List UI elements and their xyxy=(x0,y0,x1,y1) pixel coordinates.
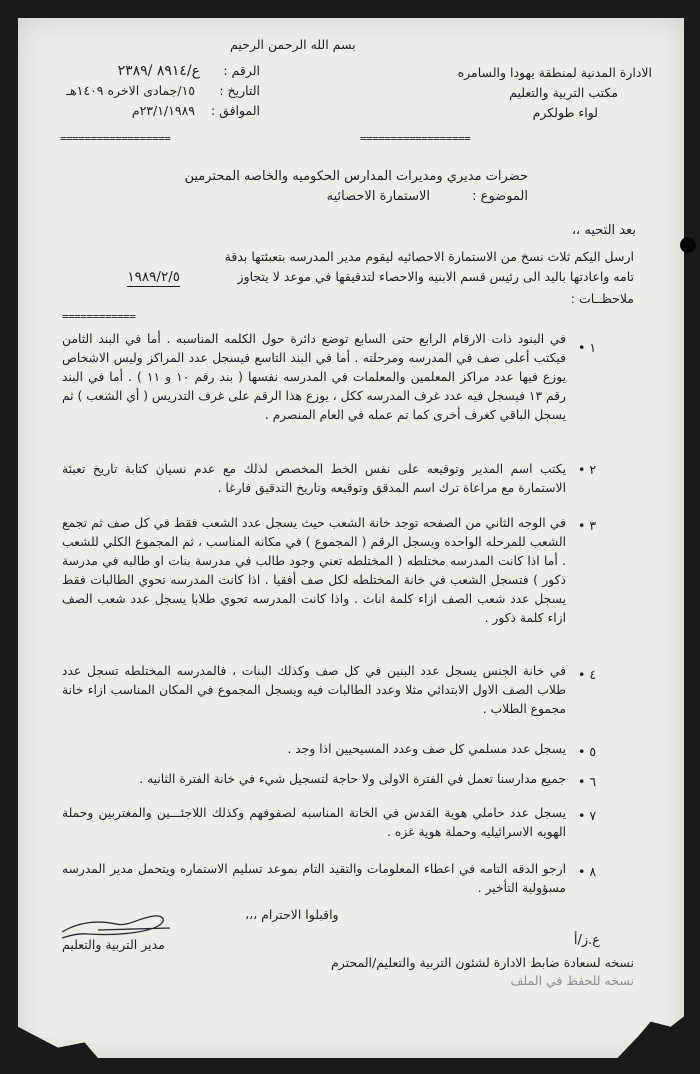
item-text: في البنود ذات الارقام الرابع حتى السابع توضع دائرة حول الكلمه المناسبه . أما في البند الثامن فيكتب أعلى صف في المدرسه ومرحلته . أما في البند التاسع فيسجل عدد المراكز وليس الاشخاص يوزع فيها عدد مراكز المعلمين والمعلمات في المدرسه نفسها ( بند رقم ١٠ و ١١ ) . أما في البند رقم ١٣ فيسجل فيه عدد غرف المدرسه ككل ، يوزع هذا الرقم على غرف التدريس ( أي الشعب ) ثم يسجل الباقي كغرف أخرى كما تم عمله في العام المنصرم . xyxy=(62,332,566,422)
greeting: بعد التحيه ،، xyxy=(571,223,636,238)
item-text: يكتب اسم المدير وتوقيعه على نفس الخط المخصص لذلك مع عدم نسيان كتابة تاريخ تعبئة الاستمارة مع مراعاة ترك اسم المدقق وتوقيعه وتاريخ التدقيق فارغا . xyxy=(62,462,566,495)
org-line-3: لواء طولكرم xyxy=(532,105,598,120)
item-text: جميع مدارسنا تعمل في الفترة الاولى ولا حاجة لتسجيل شيء في خانة الفترة الثانيه . xyxy=(139,772,566,786)
subject-value: الاستمارة الاحصائيه xyxy=(326,189,430,204)
item-text: يسجل عدد حاملي هوية القدس في الخانة المناسبه لصفوفهم وكذلك اللاجئـــين والمغتربين وحملة الهويه الاسرائيليه وحملة هوية غزه . xyxy=(62,806,566,839)
item-number: ٦ • xyxy=(578,774,597,789)
date-value: ١٥/جمادى الاخره ١٤٠٩هـ xyxy=(66,83,195,98)
basmala: بسم الله الرحمن الرحيم xyxy=(230,37,356,52)
date2-value: ٢٣/١/١٩٨٩م xyxy=(131,103,195,118)
intro-line-1: ارسل اليكم ثلاث نسخ من الاستمارة الاحصائيه ليقوم مدير المدرسه بتعبئتها بدقة xyxy=(224,249,634,264)
deadline-date: ١٩٨٩/٢/٥ xyxy=(127,269,180,285)
closing: واقبلوا الاحترام ،،، xyxy=(245,907,339,922)
date-label: التاريخ : xyxy=(219,83,260,98)
item-number: ٣ • xyxy=(578,518,597,533)
date2-label: الموافق : xyxy=(210,103,260,118)
intro-line-2: تامه واعادتها باليد الى رئيس قسم الابنيه والاحصاء لتدقيقها في موعد لا يتجاوز xyxy=(237,269,634,284)
signature-title: مدير التربية والتعليم xyxy=(62,937,165,952)
item-number: ١ • xyxy=(578,340,597,355)
notes-rule: ============ xyxy=(62,310,136,323)
org-line-1: الادارة المدنية لمنطقة يهودا والسامره xyxy=(457,65,652,80)
punch-hole xyxy=(680,237,696,253)
item-number: ٨ • xyxy=(578,864,597,879)
item-number: ٧ • xyxy=(578,808,597,823)
item-number: ٤ • xyxy=(578,667,597,682)
org-line-2: مكتب التربية والتعليم xyxy=(509,85,618,100)
cc-line-1: نسخه لسعادة ضابط الادارة لشئون التربية والتعليم/المحترم xyxy=(331,955,634,970)
notes-title: ملاحظــات : xyxy=(570,291,634,306)
ref-label: الرقم : xyxy=(223,63,260,78)
item-text: في خانة الجنس يسجل عدد البنين في كل صف وكذلك البنات ، فالمدرسه المختلطه تسجل عدد طلاب الصف الاول الابتدائي مثلا وعدد الطالبات فيه ويسجل المجموع في المكان المناسب ازاء خانة مجموع الطلاب . xyxy=(62,664,566,716)
cc-line-2: نسخه للحفظ في الملف xyxy=(510,973,634,988)
addressee: حضرات مديري ومديرات المدارس الحكوميه والخاصه المحترمين xyxy=(184,169,528,184)
item-text: في الوجه الثاني من الصفحه توجد خانة الشعب حيث يسجل عدد الشعب فقط في كل صف ثم تجمع الشعب للمرحله الواحده ويسجل الرقم ( المجموع ) في مكانه المناسب ، ثم المجموع الكلي للشعب . أما اذا كانت المدرسه مختلطه ( المختلطه تعني وجود طالب في مدرسة بنات او طالبه في مدرسة ذكور ) فتسجل الشعب في خانة المختلطه لكل صف أفقيا . اذا كانت المدرسه تحوي الطالبات فقط يسجل عدد شعب الصف ازاء كلمة اناث . واذا كانت المدرسه تحوي طلابا يسجل عدد شعب الصف ازاء كلمة ذكور . xyxy=(62,516,566,625)
separator-left: ================== xyxy=(60,132,171,145)
separator-right: ================== xyxy=(360,132,471,145)
initials: ع.ز/أ xyxy=(573,933,600,948)
item-text: ارجو الدقه التامه في اعطاء المعلومات والتقيد التام بموعد تسليم الاستماره ويتحمل مدير المدرسه مسؤولية التأخير . xyxy=(62,862,566,895)
ref-value: ع/٨٩١٤ /٢٣٨٩ xyxy=(117,63,200,79)
item-text: يسجل عدد مسلمي كل صف وعدد المسيحيين اذا وجد . xyxy=(287,742,566,756)
subject-label: الموضوع : xyxy=(472,189,528,204)
item-number: ٥ • xyxy=(578,744,597,759)
item-number: ٢ • xyxy=(578,462,597,477)
